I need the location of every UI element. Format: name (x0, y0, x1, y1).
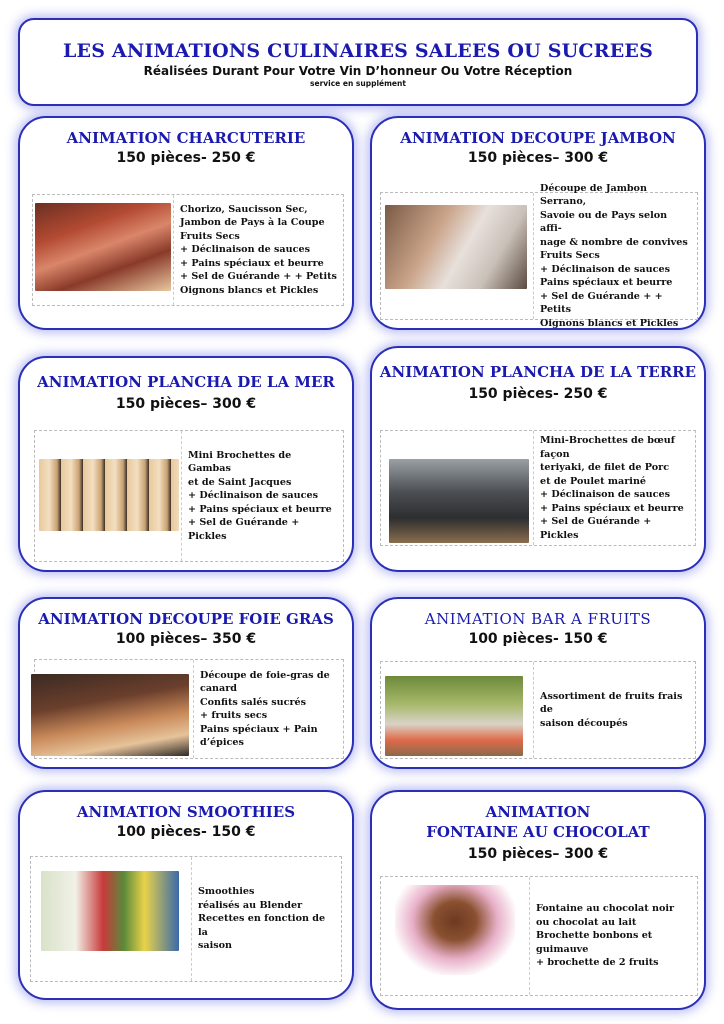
card-bar-fruits (370, 597, 706, 769)
card-smoothies (18, 790, 354, 1000)
page-subtitle: Réalisées Durant Pour Votre Vin D’honneur Ou Votre Réception (143, 64, 573, 78)
foie-gras-photo (31, 674, 189, 756)
card-title: ANIMATION DECOUPE JAMBON (400, 129, 676, 147)
card-price: 150 pièces– 300 € (467, 150, 609, 166)
card-content (380, 661, 696, 759)
card-description: Découpe de Jambon Serrano, Savoie ou de Pays selon affi- nage & nombre de convives Fruits Secs + Déclinaison de sauces Pains spéciaux et beurre + Sel de Guérande + + Petits Oignons blancs et Pickles (540, 182, 688, 329)
card-price: 150 pièces- 250 € (468, 386, 608, 402)
card-price: 150 pièces- 250 € (116, 150, 256, 166)
card-content (380, 182, 698, 329)
card-price: 100 pièces– 350 € (115, 631, 257, 647)
card-jambon (370, 116, 706, 330)
card-price: 150 pièces– 300 € (467, 846, 609, 862)
card-plancha-mer (18, 356, 354, 572)
card-price: 100 pièces- 150 € (116, 824, 256, 840)
card-title: ANIMATION BAR A FRUITS (424, 610, 652, 628)
card-foie-gras (18, 597, 354, 769)
card-title: ANIMATION FONTAINE AU CHOCOLAT (426, 803, 650, 841)
card-charcuterie (18, 116, 354, 330)
card-description: Mini Brochettes de Gambas et de Saint Jacques + Déclinaison de sauces + Pains spéciaux et beurre + Sel de Guérande + Pickles (188, 449, 332, 542)
card-content (380, 876, 698, 996)
card-title: ANIMATION PLANCHA DE LA TERRE (379, 363, 697, 381)
card-description: Fontaine au chocolat noir ou chocolat au lait Brochette bonbons et guimauve + brochette de 2 fruits (536, 903, 675, 969)
card-title: ANIMATION CHARCUTERIE (66, 129, 306, 147)
card-content (380, 430, 696, 546)
card-title: ANIMATION SMOOTHIES (76, 803, 296, 821)
charcuterie-photo (35, 203, 171, 291)
card-content (34, 430, 344, 562)
page-title: LES ANIMATIONS CULINAIRES SALEES OU SUCREES (62, 40, 654, 62)
card-plancha-terre (370, 346, 706, 572)
card-description: Mini-Brochettes de bœuf façon teriyaki, de filet de Porc et de Poulet mariné + Déclinaison de sauces + Pains spéciaux et beurre + Sel de Guérande + Pickles (540, 435, 684, 541)
bar-fruits-photo (385, 676, 523, 756)
fontaine-chocolat-photo (395, 885, 515, 975)
card-price: 100 pièces- 150 € (468, 631, 608, 647)
smoothies-photo (41, 871, 179, 951)
card-price: 150 pièces– 300 € (115, 396, 257, 412)
card-content (34, 659, 344, 759)
card-description: Assortiment de fruits frais de saison découpés (540, 690, 683, 729)
card-fontaine-chocolat (370, 790, 706, 1010)
card-content (30, 856, 342, 982)
card-description: Chorizo, Saucisson Sec, Jambon de Pays à la Coupe Fruits Secs + Déclinaison de sauces + Pains spéciaux et beurre + Sel de Guérande + + Petits Oignons blancs et Pickles (180, 203, 337, 296)
card-title: ANIMATION DECOUPE FOIE GRAS (38, 610, 334, 628)
page-header (18, 18, 698, 106)
plancha-mer-photo (39, 459, 179, 531)
card-content (32, 194, 344, 306)
service-note: service en supplément (310, 79, 406, 88)
card-title: ANIMATION PLANCHA DE LA MER (37, 373, 335, 391)
plancha-terre-photo (389, 459, 529, 543)
jambon-photo (385, 205, 527, 289)
card-description: Smoothies réalisés au Blender Recettes en fonction de la saison (198, 886, 326, 952)
card-description: Découpe de foie-gras de canard Confits salés sucrés + fruits secs Pains spéciaux + Pain d’épices (200, 669, 330, 748)
